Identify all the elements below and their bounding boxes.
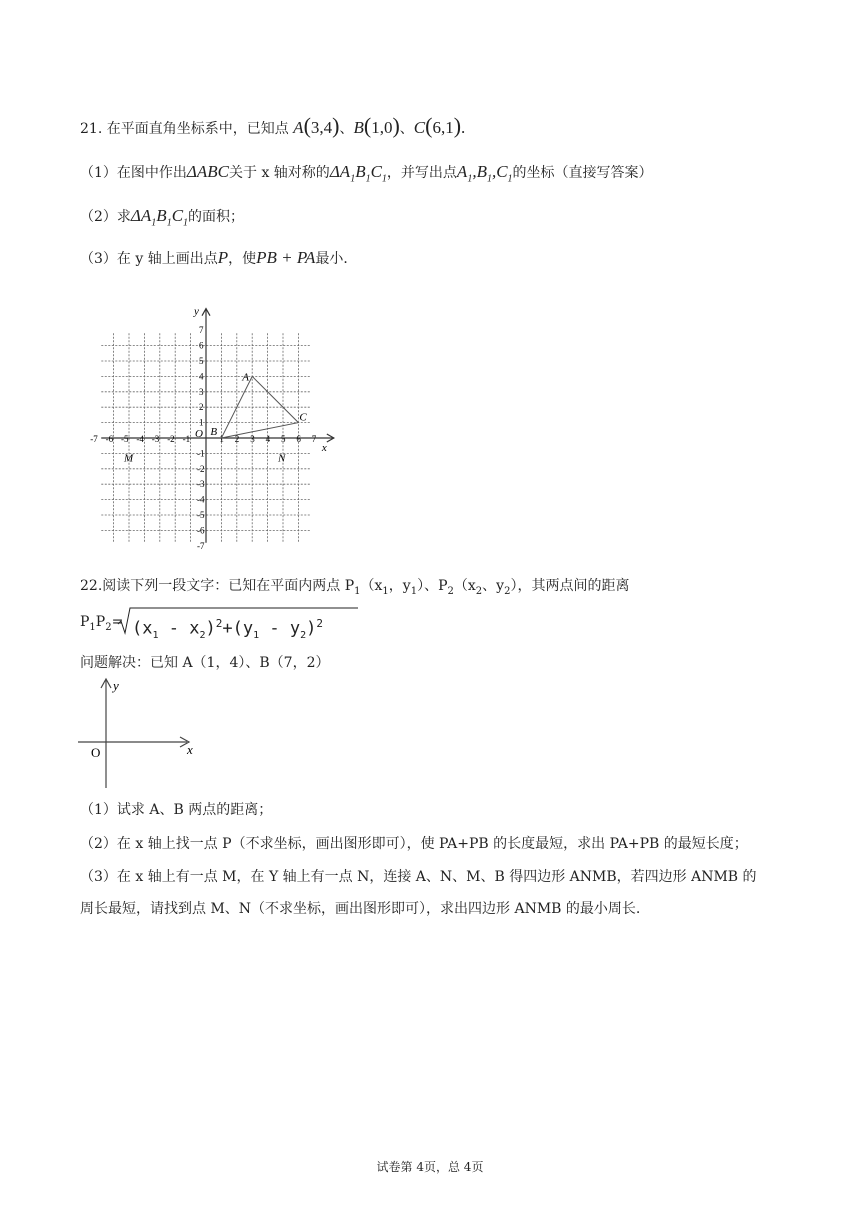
y-tick-label: -7 [197, 540, 205, 551]
q22-part1: （1）试求 A、B 两点的距离； [80, 802, 273, 818]
x-tick-label: 1 [219, 434, 224, 444]
q21-statement: 21. 在平面直角坐标系中，已知点 A(3,4)、B(1,0)、C(6,1). [80, 113, 466, 138]
label-m: M [124, 452, 134, 465]
triangle-a1b1c1-2: $\Delta A_1B_1C_1$ [130, 206, 189, 229]
q21-intro: 在平面直角坐标系中，已知点 [106, 121, 289, 137]
y-tick-label: 4 [199, 371, 204, 382]
x-tick-label: -7 [90, 434, 98, 444]
x-tick-label: 5 [281, 434, 286, 444]
x-tick-label: 6 [296, 434, 301, 444]
x-tick-label: -1 [182, 434, 191, 444]
q22-statement: 22.阅读下列一段文字：已知在平面内两点 $P_1(x_1$，$y_1$）、$P_2(x_2$、$y_2$），其两点间的距离 [80, 578, 630, 597]
small-y-label: y [113, 678, 119, 693]
point-a-coords: 3,4 [310, 118, 333, 137]
point-b-coords: 1,0 [371, 118, 393, 137]
formula-radicand: $(x_1 - x_2)^2+(y_1 - y_2)^2$ [132, 617, 323, 642]
q21-part2: （2）求$\Delta A_1B_1C_1$的面积； [80, 206, 245, 229]
q22-part3-line2: 周长最短，请找到点 M、N（不求坐标，画出图形即可），求出四边形 ANMB 的最小周长. [80, 901, 641, 917]
y-tick-label: -4 [197, 494, 205, 505]
expr-pb-pa: PB + PA [256, 248, 316, 267]
points-a1b1c1: $A_1,B_1,C_1$ [456, 162, 513, 185]
x-tick-label: -6 [105, 434, 114, 444]
y-tick-label: 2 [199, 402, 204, 413]
point-a-label: A [293, 118, 304, 137]
point-c-label: C [413, 118, 426, 137]
label-a: A [242, 371, 249, 384]
x-tick-label: 4 [265, 434, 271, 444]
point-p: P [217, 248, 229, 267]
x-tick-label: -2 [167, 434, 175, 444]
distance-formula: $P_1P_2=$ $(x_1 - x_2)^2+(y_1 - y_2)^2$ [80, 612, 123, 638]
y-tick-label: -2 [197, 463, 205, 474]
label-n: N [278, 452, 286, 465]
x-axis-label: x [321, 442, 327, 454]
axes-figure [75, 676, 205, 791]
y-axis-label: y [194, 305, 199, 318]
origin-label: O [195, 428, 203, 440]
y-tick-label: -1 [197, 448, 205, 459]
y-tick-label: -3 [197, 479, 205, 490]
label-c: C [299, 411, 307, 424]
x-tick-label: 3 [250, 434, 255, 444]
y-tick-label: 3 [199, 386, 204, 397]
triangle-abc: ΔABC [186, 162, 230, 181]
triangle-a1b1c1: $\Delta A_1B_1C_1$ [329, 162, 387, 185]
coordinate-grid-figure [90, 305, 345, 555]
x-tick-label: -3 [151, 434, 160, 444]
q22-part3-line1: （3）在 x 轴上有一点 M，在 Y 轴上有一点 N，连接 A、N、M、B 得四边形 ANMB，若四边形 ANMB 的 [80, 869, 757, 885]
q21-part3: （3）在 y 轴上画出点P，使PB + PA最小． [80, 248, 358, 267]
x-tick-label: -5 [121, 434, 129, 444]
q22-part2: （2）在 x 轴上找一点 P（不求坐标，画出图形即可），使 PA+PB 的长度最短，求出 PA+PB 的最短长度； [80, 836, 748, 852]
y-tick-label: 1 [199, 417, 204, 428]
y-tick-label: 6 [199, 340, 204, 351]
label-b: B [210, 426, 218, 438]
point-c-coords: 6,1 [432, 118, 454, 137]
x-tick-label: 7 [311, 434, 317, 444]
point-b-label: B [353, 118, 364, 137]
y-tick-label: -5 [197, 510, 205, 520]
q21-part1: （1）在图中作出ΔABC关于 x 轴对称的$\Delta A_1B_1C_1$，并写出点$A_1,B_1,C_1$的坐标（直接写答案） [80, 162, 653, 185]
q21-number: 21. [80, 121, 103, 137]
small-x-label: x [187, 742, 193, 757]
grid-axes [101, 309, 334, 543]
x-tick-label: -4 [136, 434, 144, 444]
small-origin-label: O [91, 745, 101, 760]
y-tick-label: 7 [199, 325, 204, 336]
y-tick-label: 5 [199, 356, 204, 366]
x-tick-label: 2 [234, 434, 240, 444]
page-footer: 试卷第 4页，总 4页 [376, 1160, 484, 1174]
q22-problem: 问题解决：已知 A（1，4）、B（7，2） [80, 655, 330, 671]
y-tick-label: -6 [197, 525, 205, 536]
